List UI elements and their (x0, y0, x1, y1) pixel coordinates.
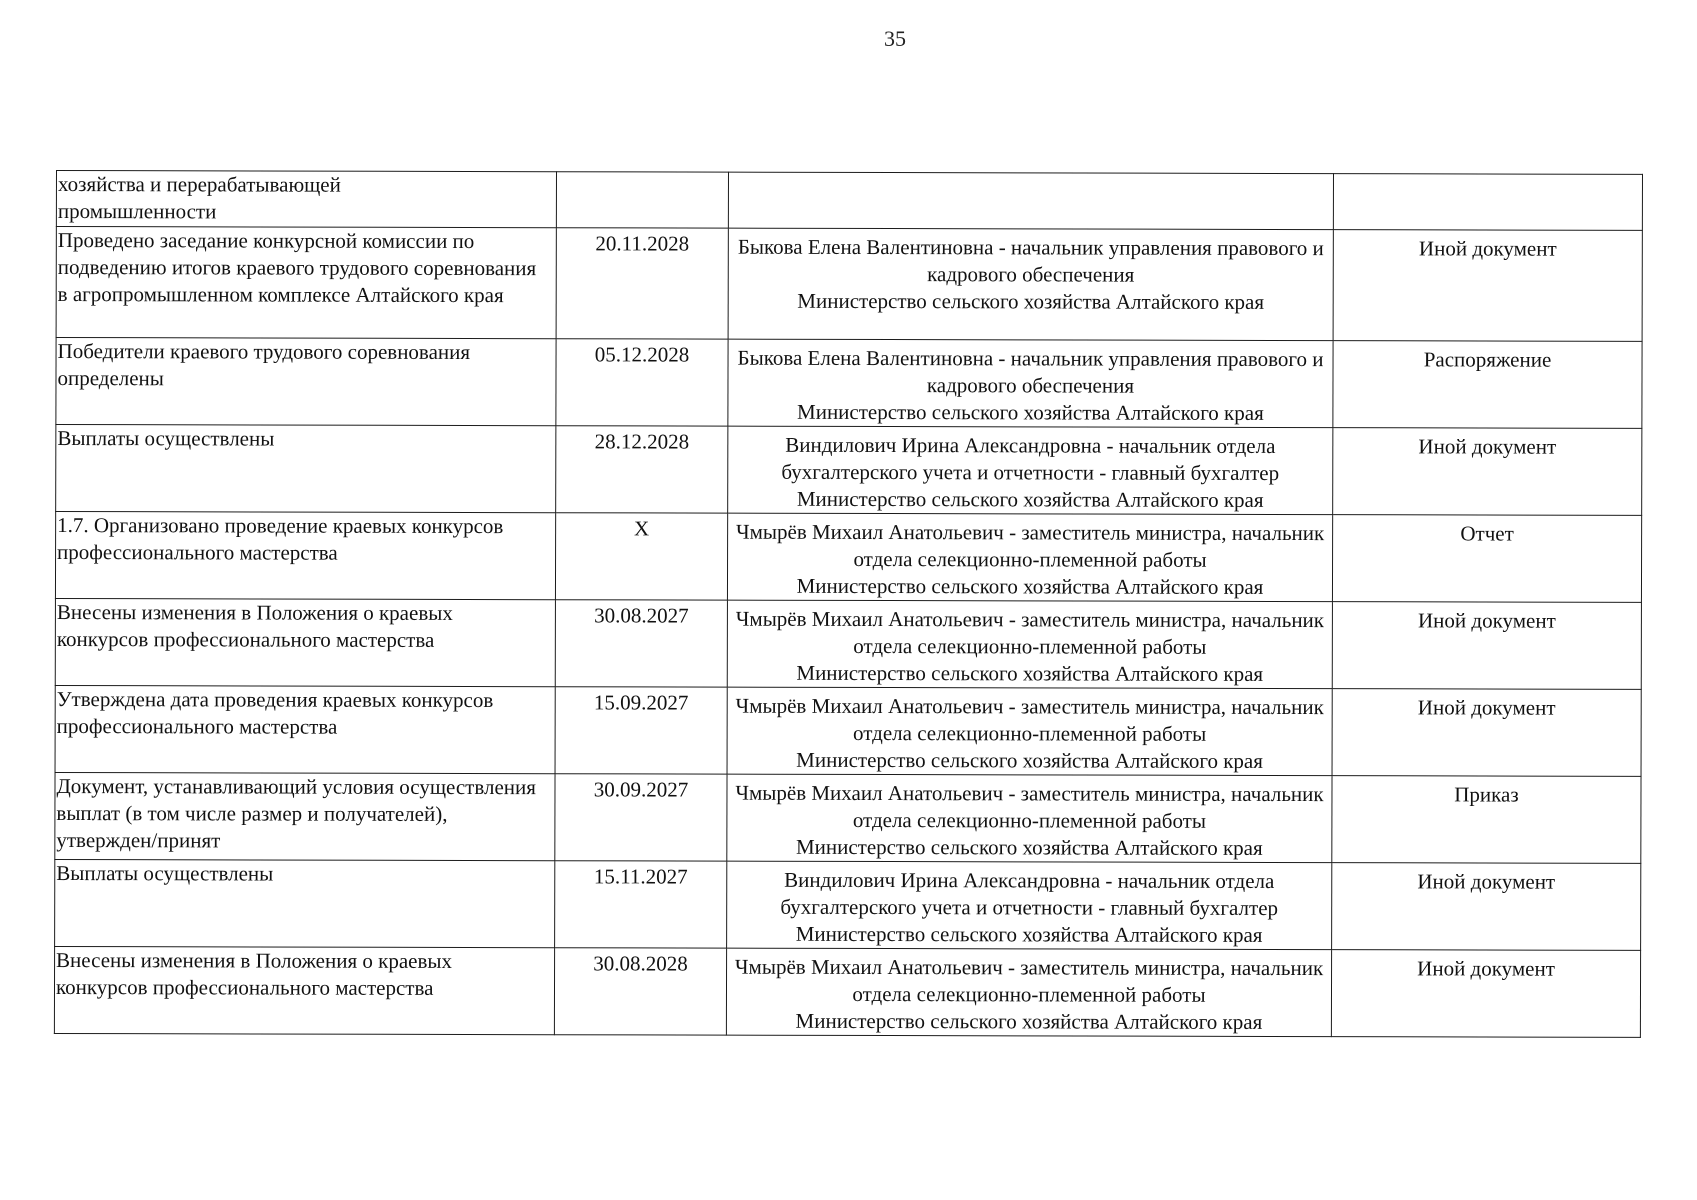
date-cell: 15.09.2027 (555, 687, 727, 774)
document-type-cell: Отчет (1332, 515, 1641, 603)
table-row (56, 338, 1642, 429)
table-row (56, 171, 1642, 231)
responsible-cell: Быкова Елена Валентиновна - начальник управления правового и кадрового обеспечения Министерство сельского хозяйства Алтайского края (728, 339, 1333, 427)
date-cell (556, 172, 728, 228)
document-type-cell: Иной документ (1332, 689, 1641, 777)
responsible-cell: Чмырёв Михаил Анатольевич - заместитель министра, начальник отдела селекционно-племенной работы Министерство сельского хозяйства Алтайского края (727, 687, 1332, 775)
table-row (55, 598, 1641, 689)
responsible-cell: Чмырёв Михаил Анатольевич - заместитель министра, начальник отдела селекционно-племенной работы Министерство сельского хозяйства Алтайского края (726, 948, 1331, 1036)
date-cell: 30.09.2027 (555, 774, 727, 861)
date-cell: 28.12.2028 (556, 426, 728, 513)
event-cell: Внесены изменения в Положения о краевых конкурсов профессионального мастерства (55, 598, 555, 686)
responsible-cell: Чмырёв Михаил Анатольевич - заместитель министра, начальник отдела селекционно-племенной работы Министерство сельского хозяйства Алтайского края (727, 600, 1332, 688)
event-cell: Проведено заседание конкурсной комиссии по подведению итогов краевого трудового соревнования в агропромышленном комплексе Алтайского края (56, 227, 556, 339)
document-type-cell (1333, 174, 1642, 231)
date-cell: 30.08.2027 (555, 600, 727, 687)
table-row (55, 859, 1641, 950)
document-type-cell: Иной документ (1333, 428, 1642, 516)
table-row (56, 425, 1642, 516)
responsible-cell: Виндилович Ирина Александровна - начальник отдела бухгалтерского учета и отчетности - главный бухгалтер Министерство сельского хозяйства Алтайского края (727, 861, 1332, 949)
document-type-cell: Иной документ (1332, 863, 1641, 951)
event-cell: 1.7. Организовано проведение краевых конкурсов профессионального мастерства (55, 512, 555, 600)
responsible-cell: Виндилович Ирина Александровна - начальник отдела бухгалтерского учета и отчетности - главный бухгалтер Министерство сельского хозяйства Алтайского края (728, 426, 1333, 514)
date-cell: X (555, 513, 727, 600)
event-cell: Выплаты осуществлены (55, 859, 555, 947)
date-cell: 30.08.2028 (554, 948, 726, 1035)
event-cell: Утверждена дата проведения краевых конкурсов профессионального мастерства (55, 685, 555, 773)
table-row (55, 685, 1641, 776)
document-type-cell: Иной документ (1331, 950, 1640, 1038)
event-cell: Выплаты осуществлены (56, 425, 556, 513)
date-cell: 15.11.2027 (555, 861, 727, 948)
document-type-cell: Распоряжение (1333, 341, 1642, 429)
table-row (54, 946, 1640, 1037)
page-number: 35 (884, 26, 906, 51)
responsible-cell: Чмырёв Михаил Анатольевич - заместитель министра, начальник отдела селекционно-племенной работы Министерство сельского хозяйства Алтайского края (727, 513, 1332, 601)
document-type-cell: Приказ (1332, 776, 1641, 864)
table-row (56, 227, 1642, 342)
responsible-cell: Быкова Елена Валентиновна - начальник управления правового и кадрового обеспечения Министерство сельского хозяйства Алтайского края (728, 228, 1333, 340)
date-cell: 20.11.2028 (556, 228, 728, 339)
event-cell: Внесены изменения в Положения о краевых конкурсов профессионального мастерства (54, 946, 554, 1034)
event-cell: Документ, устанавливающий условия осуществления выплат (в том числе размер и получателей), утвержден/принят (55, 772, 555, 860)
plan-table (54, 170, 1643, 1038)
event-cell: хозяйства и перерабатывающей промышленности (56, 171, 556, 228)
table-row (55, 512, 1641, 603)
event-cell: Победители краевого трудового соревнования определены (56, 338, 556, 426)
responsible-cell: Чмырёв Михаил Анатольевич - заместитель министра, начальник отдела селекционно-племенной работы Министерство сельского хозяйства Алтайского края (727, 774, 1332, 862)
responsible-cell (728, 172, 1333, 229)
date-cell: 05.12.2028 (556, 339, 728, 426)
document-type-cell: Иной документ (1333, 230, 1642, 342)
document-type-cell: Иной документ (1332, 602, 1641, 690)
table-row (55, 772, 1641, 863)
